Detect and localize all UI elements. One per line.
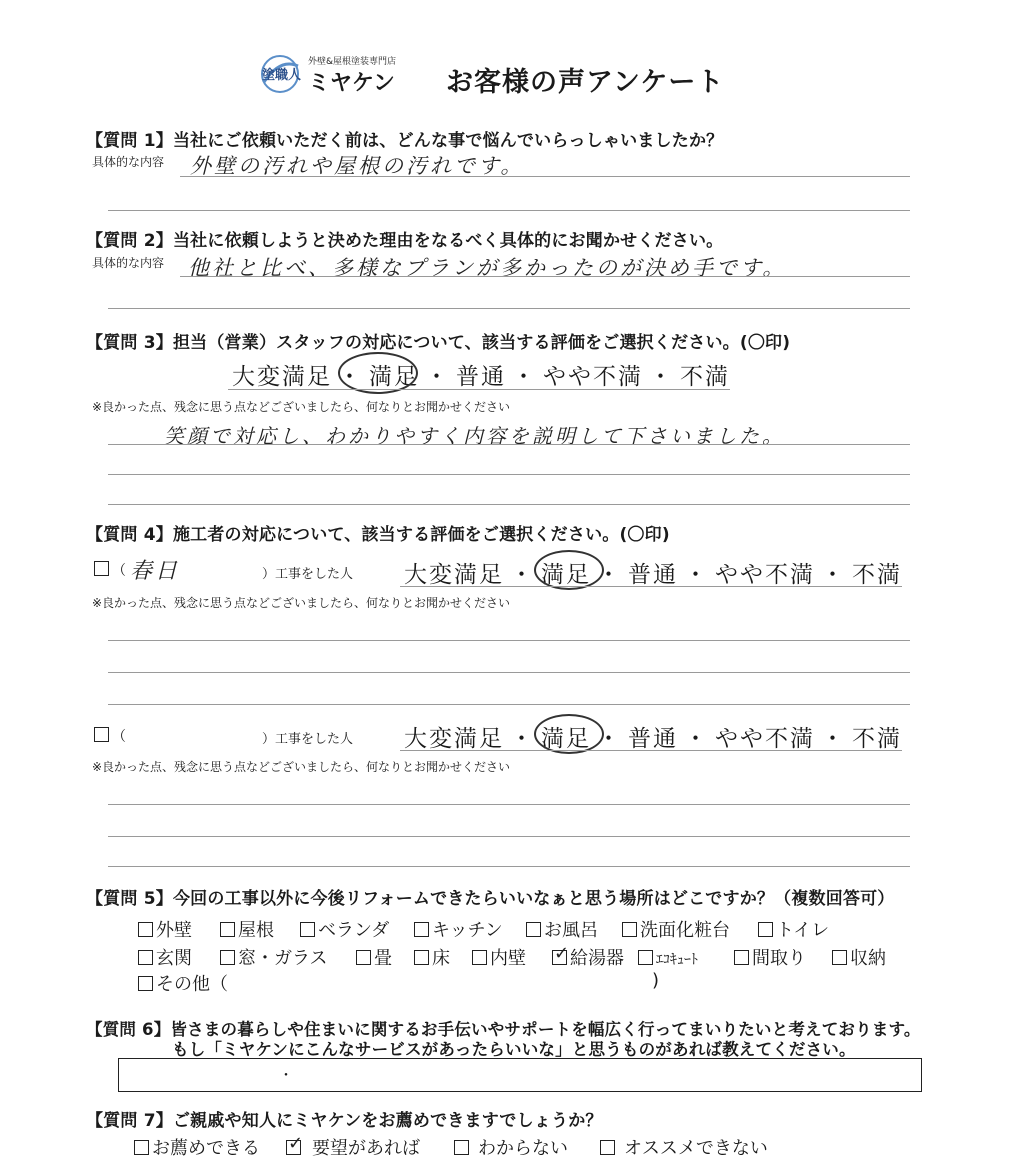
q5-option-other[interactable] bbox=[138, 970, 228, 996]
separator: ・ bbox=[512, 364, 537, 390]
q1-label: 【質問 1】当社にご依頼いただく前は、どんな事で悩んでいらっしゃいましたか？ bbox=[86, 131, 724, 151]
separator: ・ bbox=[684, 726, 709, 752]
q4-label: 【質問 4】施工者の対応について、該当する評価をご選択ください。(〇印) bbox=[86, 525, 670, 545]
q7-label: 【質問 7】ご親戚や知人にミヤケンをお薦めできますでしょうか？ bbox=[86, 1111, 603, 1131]
checkbox[interactable] bbox=[414, 922, 429, 937]
checkbox[interactable] bbox=[138, 976, 153, 991]
logo-tagline: 外壁&屋根塗装専門店 bbox=[308, 57, 397, 67]
q5-row-2 bbox=[138, 944, 886, 970]
checkbox[interactable] bbox=[832, 950, 847, 965]
q5-row-1 bbox=[138, 916, 829, 942]
q1-line-2 bbox=[108, 210, 910, 211]
q4-worker2-rating-normal[interactable]: 普通 bbox=[628, 726, 678, 752]
option-label: トイレ bbox=[776, 920, 830, 941]
option-label: ｴｺｷｭｰﾄ bbox=[656, 952, 698, 968]
q1-detail-label: 具体的な内容 bbox=[92, 155, 165, 169]
q4-worker2-line-3 bbox=[108, 866, 910, 867]
option-label: 床 bbox=[432, 948, 450, 969]
q5-option[interactable] bbox=[414, 916, 526, 942]
q4-worker1-rating-underline bbox=[400, 586, 902, 587]
checkbox[interactable] bbox=[734, 950, 749, 965]
q4-worker1-comment-prompt: ※良かった点、残念に思う点などございましたら、何なりとお聞かせください bbox=[92, 596, 511, 610]
q3-rating-normal[interactable]: 普通 bbox=[456, 364, 506, 390]
checkbox-checked[interactable] bbox=[286, 1140, 301, 1155]
option-label: 外壁 bbox=[156, 920, 192, 941]
option-label: お薦めできる bbox=[152, 1138, 260, 1159]
option-label: 畳 bbox=[374, 948, 392, 969]
q2-answer: 他社と比べ、多様なプランが多かったのが決め手です。 bbox=[188, 256, 787, 280]
separator: ・ bbox=[425, 364, 450, 390]
option-label: 窓・ガラス bbox=[238, 948, 328, 969]
option-label: 収納 bbox=[850, 948, 886, 969]
q4-worker2-rating-underline bbox=[400, 750, 902, 751]
separator: ・ bbox=[649, 364, 674, 390]
q2-detail-label: 具体的な内容 bbox=[92, 256, 165, 270]
q3-line-3 bbox=[108, 504, 910, 505]
q4-worker2-rating-scale bbox=[404, 720, 902, 753]
q3-rating-satisfied[interactable]: 満足 bbox=[369, 364, 419, 390]
q5-other-close: ) bbox=[652, 970, 660, 991]
option-label: 洗面化粧台 bbox=[640, 920, 730, 941]
logo-name: ミヤケン bbox=[308, 71, 395, 96]
q4-worker2-rating-satisfied[interactable]: 満足 bbox=[541, 726, 591, 752]
checkbox[interactable] bbox=[356, 950, 371, 965]
q5-option[interactable] bbox=[734, 944, 832, 970]
option-label: わからない bbox=[478, 1138, 568, 1159]
separator: ・ bbox=[821, 726, 846, 752]
q4-worker2-rating-somewhat-dissatisfied[interactable]: やや不満 bbox=[715, 726, 815, 752]
option-label: オススメできない bbox=[624, 1138, 768, 1159]
q5-option[interactable] bbox=[138, 916, 220, 942]
page-title: お客様の声アンケート bbox=[446, 67, 725, 98]
checkbox[interactable] bbox=[600, 1140, 615, 1155]
checkbox[interactable] bbox=[134, 1140, 149, 1155]
q6-label-line2: もし「ミヤケンにこんなサービスがあったらいいな」と思うものがあれば教えてください。 bbox=[172, 1040, 856, 1059]
q5-option[interactable] bbox=[472, 944, 552, 970]
logo-emblem-text: 塗職人 bbox=[262, 68, 302, 83]
separator: ・ bbox=[510, 726, 535, 752]
checkbox[interactable] bbox=[300, 922, 315, 937]
q5-option[interactable] bbox=[220, 916, 300, 942]
checkbox[interactable] bbox=[622, 922, 637, 937]
q4-worker1-row bbox=[94, 560, 126, 580]
q3-selection-circle bbox=[338, 352, 418, 394]
separator: ・ bbox=[597, 726, 622, 752]
q4-worker1-line-3 bbox=[108, 704, 910, 705]
q4-worker1-line-1 bbox=[108, 640, 910, 641]
logo bbox=[258, 52, 408, 98]
q4-worker1-line-2 bbox=[108, 672, 910, 673]
q3-rating-underline bbox=[228, 389, 730, 390]
q2-label: 【質問 2】当社に依頼しようと決めた理由をなるべく具体的にお聞かせください。 bbox=[86, 231, 724, 251]
option-label: ベランダ bbox=[318, 920, 390, 941]
checkbox-checked[interactable] bbox=[552, 950, 567, 965]
option-label: キッチン bbox=[432, 920, 503, 941]
q4-worker2-rating-very-satisfied[interactable]: 大変満足 bbox=[404, 726, 504, 752]
q4-worker1-rating-somewhat-dissatisfied[interactable]: やや不満 bbox=[715, 562, 815, 588]
separator: ・ bbox=[338, 364, 363, 390]
checkbox[interactable] bbox=[138, 922, 153, 937]
checkbox[interactable] bbox=[414, 950, 429, 965]
q3-label: 【質問 3】担当（営業）スタッフの対応について、該当する評価をご選択ください。(〇印) bbox=[86, 333, 791, 353]
q4-worker1-rating-satisfied[interactable]: 満足 bbox=[541, 562, 591, 588]
q6-answer-box[interactable] bbox=[118, 1058, 922, 1092]
q5-option[interactable] bbox=[526, 916, 622, 942]
q4-worker2-suffix: ）工事をした人 bbox=[262, 732, 354, 747]
q7-option[interactable] bbox=[286, 1134, 454, 1160]
q4-worker2-comment-prompt: ※良かった点、残念に思う点などございましたら、何なりとお聞かせください bbox=[92, 760, 511, 774]
q4-worker1-checkbox[interactable] bbox=[94, 561, 109, 576]
q2-line-2 bbox=[108, 308, 910, 309]
q4-worker2-line-2 bbox=[108, 836, 910, 837]
separator: ・ bbox=[821, 562, 846, 588]
q4-worker1-rating-scale bbox=[404, 556, 902, 589]
q4-worker2-line-1 bbox=[108, 804, 910, 805]
q4-worker1-rating-normal[interactable]: 普通 bbox=[628, 562, 678, 588]
q5-label: 【質問 5】今回の工事以外に今後リフォームできたらいいなぁと思う場所はどこですか？（複数回答可） bbox=[86, 889, 895, 909]
q3-line-1 bbox=[108, 444, 910, 445]
open-paren: （ bbox=[112, 729, 126, 745]
option-label: 玄関 bbox=[156, 948, 192, 969]
option-label: 屋根 bbox=[238, 920, 274, 941]
q5-option[interactable] bbox=[414, 944, 472, 970]
q7-options bbox=[134, 1134, 768, 1160]
checkbox[interactable] bbox=[138, 950, 153, 965]
q5-option[interactable] bbox=[758, 916, 829, 942]
checkbox[interactable] bbox=[472, 950, 487, 965]
q5-row-3 bbox=[138, 970, 228, 996]
q5-option[interactable] bbox=[138, 944, 220, 970]
q6-label-line1: 【質問 6】皆さまの暮らしや住まいに関するお手伝いやサポートを幅広く行ってまいりたいと考えております。 bbox=[86, 1020, 921, 1039]
q4-worker1-name[interactable]: 春日 bbox=[130, 559, 181, 584]
option-label: 給湯器 bbox=[570, 948, 624, 969]
q7-option[interactable] bbox=[600, 1134, 768, 1160]
q4-worker2-rating-dissatisfied[interactable]: 不満 bbox=[852, 726, 902, 752]
checkbox[interactable] bbox=[220, 950, 235, 965]
q4-worker1-suffix: ）工事をした人 bbox=[262, 567, 354, 582]
q5-option[interactable] bbox=[300, 916, 414, 942]
q7-option[interactable] bbox=[134, 1134, 286, 1160]
checkbox[interactable] bbox=[638, 950, 653, 965]
q1-line-1 bbox=[180, 176, 910, 177]
open-paren: （ bbox=[112, 563, 126, 579]
q4-worker2-checkbox[interactable] bbox=[94, 727, 109, 742]
q3-comment: 笑顔で対応し、わかりやすく内容を説明して下さいました。 bbox=[164, 424, 785, 448]
q1-answer: 外壁の汚れや屋根の汚れです。 bbox=[190, 154, 525, 178]
q5-option[interactable] bbox=[832, 944, 886, 970]
q4-worker2-row bbox=[94, 726, 126, 746]
q4-worker1-selection-circle bbox=[534, 550, 604, 590]
q5-option[interactable] bbox=[220, 944, 356, 970]
option-label: 内壁 bbox=[490, 948, 526, 969]
q4-worker1-rating-dissatisfied[interactable]: 不満 bbox=[852, 562, 902, 588]
q5-option[interactable] bbox=[356, 944, 414, 970]
q3-line-2 bbox=[108, 474, 910, 475]
q6-answer: ・ bbox=[279, 1068, 293, 1084]
q2-line-1 bbox=[180, 276, 910, 277]
checkbox[interactable] bbox=[220, 922, 235, 937]
separator: ・ bbox=[597, 562, 622, 588]
q5-option[interactable] bbox=[638, 949, 734, 969]
q3-rating-somewhat-dissatisfied[interactable]: やや不満 bbox=[543, 364, 643, 390]
q3-comment-prompt: ※良かった点、残念に思う点などございましたら、何なりとお聞かせください bbox=[92, 400, 511, 414]
option-label: その他（ bbox=[156, 974, 228, 995]
q3-rating-very-satisfied[interactable]: 大変満足 bbox=[232, 364, 332, 390]
option-label: お風呂 bbox=[544, 920, 598, 941]
q3-rating-scale bbox=[232, 358, 730, 391]
q3-rating-dissatisfied[interactable]: 不満 bbox=[680, 364, 730, 390]
separator: ・ bbox=[510, 562, 535, 588]
checkbox[interactable] bbox=[758, 922, 773, 937]
checkbox[interactable] bbox=[526, 922, 541, 937]
option-label: 間取り bbox=[752, 948, 806, 969]
q7-option[interactable] bbox=[454, 1134, 600, 1160]
q5-option[interactable] bbox=[552, 944, 638, 970]
q5-option[interactable] bbox=[622, 916, 758, 942]
option-label: 要望があれば bbox=[312, 1138, 420, 1159]
q4-worker2-selection-circle bbox=[534, 714, 604, 754]
q4-worker1-rating-very-satisfied[interactable]: 大変満足 bbox=[404, 562, 504, 588]
separator: ・ bbox=[684, 562, 709, 588]
checkbox[interactable] bbox=[454, 1140, 469, 1155]
